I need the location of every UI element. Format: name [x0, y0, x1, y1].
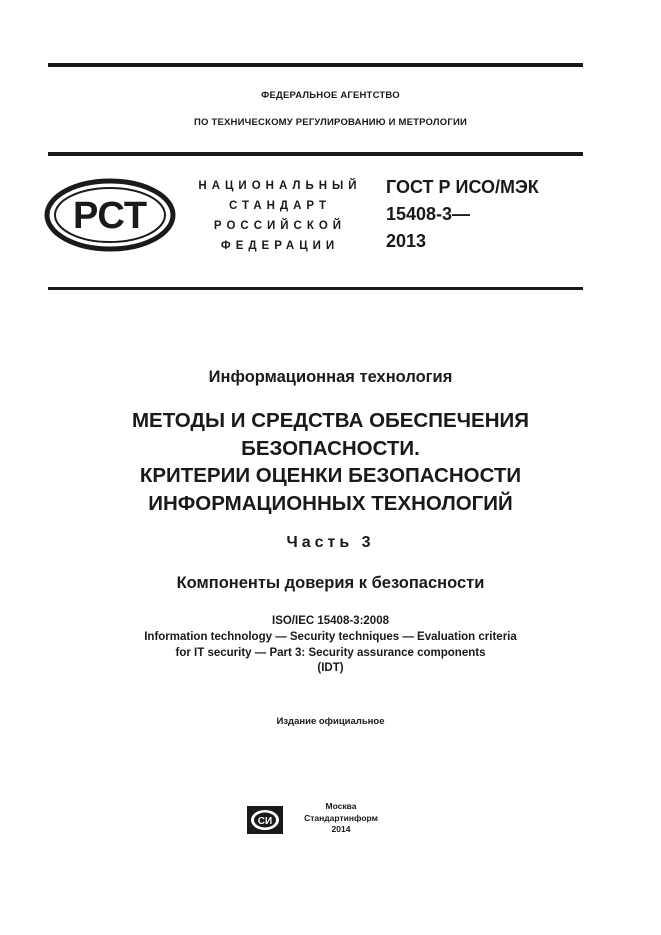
part-label: Часть 3 — [286, 534, 375, 551]
designation-line: ГОСТ Р ИСО/МЭК — [386, 177, 539, 197]
subject-heading: Информационная технология — [208, 368, 453, 386]
header-rule — [48, 152, 583, 156]
iso-line: Information technology — Security techniques — Evaluation criteria — [144, 630, 517, 643]
national-standard-words — [190, 176, 370, 256]
block-rule — [48, 287, 583, 290]
standard-word: РОССИЙСКОЙ — [213, 220, 347, 232]
agency-line-2: ПО ТЕХНИЧЕСКОМУ РЕГУЛИРОВАНИЮ И МЕТРОЛОГИИ — [194, 117, 467, 128]
publisher-name: Стандартинформ — [304, 812, 378, 823]
iso-line: (IDT) — [317, 662, 344, 675]
title-line: МЕТОДЫ И СРЕДСТВА ОБЕСПЕЧЕНИЯ — [131, 409, 529, 432]
iso-line: for IT security — Part 3: Security assurance components — [175, 646, 486, 659]
document-title — [0, 407, 661, 517]
rst-logo — [44, 178, 176, 252]
publisher-logo — [246, 805, 284, 835]
title-line: ИНФОРМАЦИОННЫХ ТЕХНОЛОГИЙ — [148, 491, 513, 515]
edition-label: Издание официальное — [276, 716, 385, 727]
agency-line-1: ФЕДЕРАЛЬНОЕ АГЕНТСТВО — [261, 90, 400, 101]
rst-logo-text: РСТ — [72, 195, 148, 237]
iso-reference — [0, 614, 661, 677]
designation-line: 2013 — [386, 231, 427, 251]
publication-year: 2014 — [331, 824, 351, 834]
standard-word: НАЦИОНАЛЬНЫЙ — [198, 180, 362, 192]
publisher-info — [296, 801, 386, 836]
top-rule — [48, 63, 583, 67]
designation-line: 15408-3— — [386, 204, 471, 224]
publisher-logo-text: СИ — [257, 816, 273, 827]
iso-line: ISO/IEC 15408-3:2008 — [272, 615, 389, 627]
standard-designation — [386, 174, 539, 255]
title-line: КРИТЕРИИ ОЦЕНКИ БЕЗОПАСНОСТИ — [139, 464, 522, 487]
publisher-city: Москва — [325, 801, 357, 811]
standard-word: ФЕДЕРАЦИИ — [220, 240, 340, 252]
standard-word: СТАНДАРТ — [229, 200, 331, 212]
part-subtitle: Компоненты доверия к безопасности — [176, 574, 485, 592]
title-line: БЕЗОПАСНОСТИ. — [241, 436, 420, 460]
